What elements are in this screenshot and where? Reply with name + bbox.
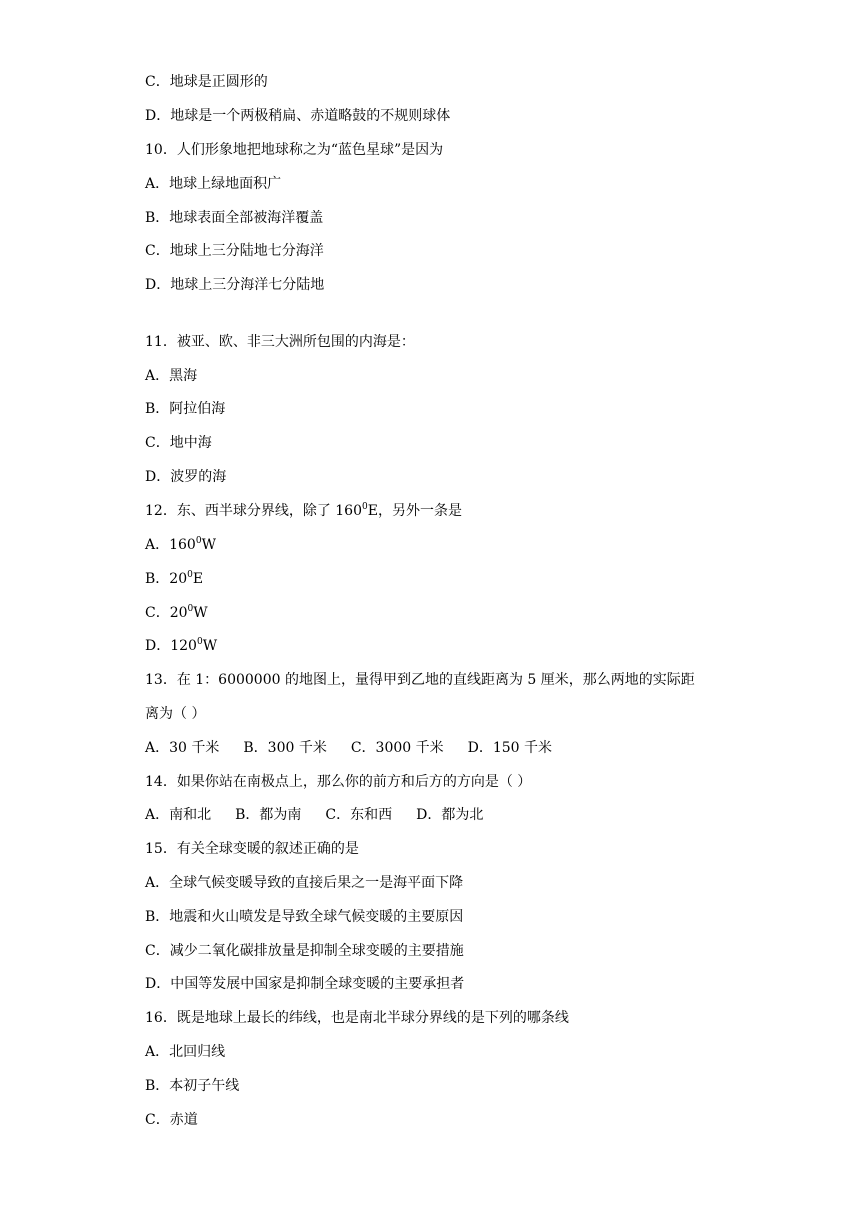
q10-option-b: B．地球表面全部被海洋覆盖 [145, 210, 324, 226]
q15-option-b: B．地震和火山喷发是导致全球气候变暖的主要原因 [145, 909, 464, 925]
degree-sup: 0 [187, 570, 193, 580]
degree-sup: 0 [187, 604, 194, 614]
degree-sup: 0 [196, 637, 203, 647]
question-14: 14．如果你站在南极点上，那么你的前方和后方的方向是（ ） [145, 774, 532, 790]
degree-sup: 0 [195, 536, 202, 546]
q12-option-c [145, 604, 208, 622]
q16-option-a: A．北回归线 [145, 1044, 226, 1060]
q13-option-d: D．150 千米 [467, 740, 553, 756]
question-16: 16．既是地球上最长的纬线，也是南北半球分界线的是下列的哪条线 [145, 1010, 569, 1026]
q14-option-d: D．都为北 [416, 807, 484, 823]
q12b-dir: E [192, 571, 204, 587]
q12-option-b [145, 570, 203, 588]
q12c-text: C．20 [145, 605, 188, 621]
q14-option-b: B．都为南 [235, 807, 302, 823]
q10-option-c: C．地球上三分陆地七分海洋 [145, 243, 324, 259]
q13-option-a: A．30 千米 [145, 740, 220, 756]
q9-option-d: D．地球是一个两极稍扁、赤道略鼓的不规则球体 [145, 108, 451, 124]
q12b-text: B．20 [145, 571, 188, 587]
q13-option-b: B．300 千米 [243, 740, 327, 756]
question-11: 11．被亚、欧、非三大洲所包围的内海是： [145, 334, 415, 350]
q15-option-d: D．中国等发展中国家是抑制全球变暖的主要承担者 [145, 976, 465, 992]
q10-option-d: D．地球上三分海洋七分陆地 [145, 277, 325, 293]
q10-option-a: A．地球上绿地面积广 [145, 176, 282, 192]
q16-option-b: B．本初子午线 [145, 1078, 240, 1094]
q15-option-a: A．全球气候变暖导致的直接后果之一是海平面下降 [145, 875, 464, 891]
q11-option-d: D．波罗的海 [145, 469, 227, 485]
q12a-text: A．160 [145, 537, 196, 553]
q12-text-start: 12．东、西半球分界线，除了 160 [145, 503, 362, 519]
q9-option-c: C．地球是正圆形的 [145, 74, 268, 90]
q11-option-a: A．黑海 [145, 368, 198, 384]
q11-option-c: C．地中海 [145, 435, 212, 451]
question-12 [145, 502, 462, 520]
q14-options [145, 806, 483, 824]
q14-option-c: C．东和西 [325, 807, 393, 823]
q15-option-c: C．减少二氧化碳排放量是抑制全球变暖的主要措施 [145, 943, 464, 959]
q12a-dir: W [201, 537, 216, 553]
q12-option-a [145, 536, 216, 554]
question-13-line-2: 离为（ ） [145, 706, 206, 722]
q14-option-a: A．南和北 [145, 807, 212, 823]
question-13-line-1: 13．在 1：6000000 的地图上，量得甲到乙地的直线距离为 5 厘米，那么两地的实际距 [145, 672, 695, 688]
q12-option-d [145, 637, 217, 655]
question-15: 15．有关全球变暖的叙述正确的是 [145, 841, 359, 857]
question-10: 10．人们形象地把地球称之为“蓝色星球”是因为 [145, 142, 444, 158]
q12-text-end: E，另外一条是 [367, 503, 462, 519]
q11-option-b: B．阿拉伯海 [145, 401, 226, 417]
q12d-text: D．120 [145, 638, 197, 654]
q16-option-c: C．赤道 [145, 1112, 198, 1128]
q13-options [145, 739, 552, 757]
degree-sup: 0 [362, 502, 368, 512]
q12c-dir: W [193, 605, 208, 621]
q13-option-c: C．3000 千米 [350, 740, 444, 756]
q12d-dir: W [202, 638, 218, 654]
